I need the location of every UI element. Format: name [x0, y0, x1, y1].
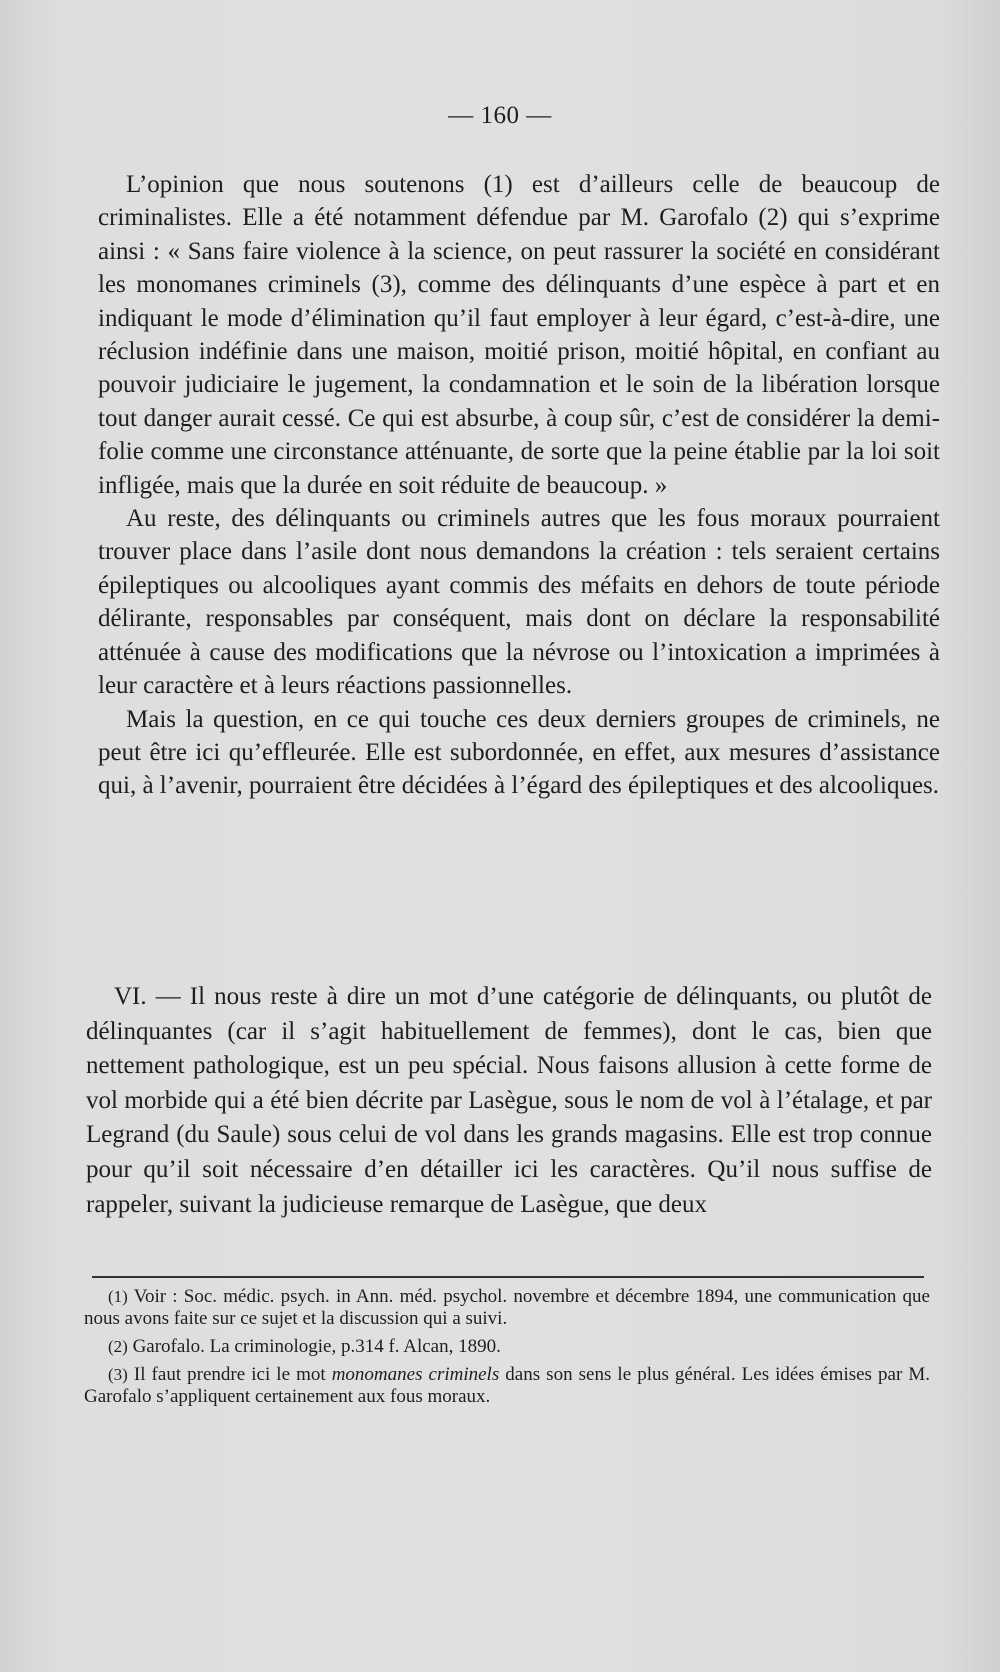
paragraph-section-vi: VI. — Il nous reste à dire un mot d’une catégorie de délinquants, ou plutôt de délinquantes (car il s’agit habituellement de femmes), dont le cas, bien que nettement pathologique, est un peu spécial. Nous faisons allusion à cette forme de vol morbide qui a été bien décrite par Lasègue, sous le nom de vol à l’étalage, et par Legrand (du Saule) sous celui de vol dans les grands magasins. Elle est trop connue pour qu’il soit nécessaire d’en détailler ici les caractères. Qu’il nous suffise de rappeler, suivant la judicieuse remarque de Lasègue, que deux — [86, 983, 932, 1218]
main-text — [98, 168, 940, 803]
paragraph-other-offenders: Au reste, des délinquants ou criminels autres que les fous moraux pourraient trouver place dans l’asile dont nous demandons la création : tels seraient certains épileptiques ou alcooliques ayant commis des méfaits en dehors de toute période délirante, responsables par conséquent, mais dont on déclare la responsabilité atténuée à cause des modifications que la névrose ou l’intoxication a imprimées à leur caractère et à leurs réactions passionnelles. — [98, 505, 940, 700]
footnote-marker: (2) — [108, 1337, 128, 1356]
footnotes — [84, 1286, 930, 1414]
footnote-text-start: Il faut prendre ici le mot — [133, 1364, 332, 1385]
footnote-1 — [84, 1286, 930, 1330]
footnote-marker: (1) — [108, 1287, 128, 1306]
footnote-separator — [92, 1276, 924, 1278]
footnote-text-end: dans son sens le plus général. Les idées émises par M. Garofalo s’appliquent certainement aux fous moraux. — [84, 1364, 930, 1407]
page-number: — 160 — — [448, 102, 552, 129]
footnote-3 — [84, 1364, 930, 1408]
footnote-italic-term: monomanes criminels — [331, 1364, 500, 1385]
footnote-marker: (3) — [108, 1365, 128, 1384]
section-vi — [86, 980, 932, 1222]
footnote-2 — [84, 1336, 930, 1358]
footnote-text: Garofalo. La criminologie, p.314 f. Alcan, 1890. — [132, 1336, 501, 1357]
paragraph-garofalo-quote: L’opinion que nous soutenons (1) est d’ailleurs celle de beaucoup de criminalistes. Elle a été notamment défendue par M. Garofalo (2) qui s’exprime ainsi : « Sans faire violence à la science, on peut rassurer la société en considérant les monomanes criminels (3), comme des délinquants d’une espèce à part et en indiquant le mode d’élimination qu’il faut employer à leur égard, c’est-à-dire, une réclusion indéfinie dans une maison, moitié prison, moitié hôpital, en confiant au pouvoir judiciaire le jugement, la condamnation et le soin de la libération lorsque tout danger aurait cessé. Ce qui est absurbe, à coup sûr, c’est de considérer la demi-folie comme une circonstance atténuante, de sorte que la peine établie par la loi soit infligée, mais que la durée en soit réduite de beaucoup. » — [98, 171, 940, 499]
footnote-text: Voir : Soc. médic. psych. in Ann. méd. psychol. novembre et décembre 1894, une communication que nous avons faite sur ce sujet et la discussion qui a suivi. — [84, 1286, 930, 1329]
paragraph-epileptics-alcoholics: Mais la question, en ce qui touche ces deux derniers groupes de criminels, ne peut être ici qu’effleurée. Elle est subordonnée, en effet, aux mesures d’assistance qui, à l’avenir, pourraient être décidées à l’égard des épileptiques et des alcooliques. — [98, 705, 940, 800]
